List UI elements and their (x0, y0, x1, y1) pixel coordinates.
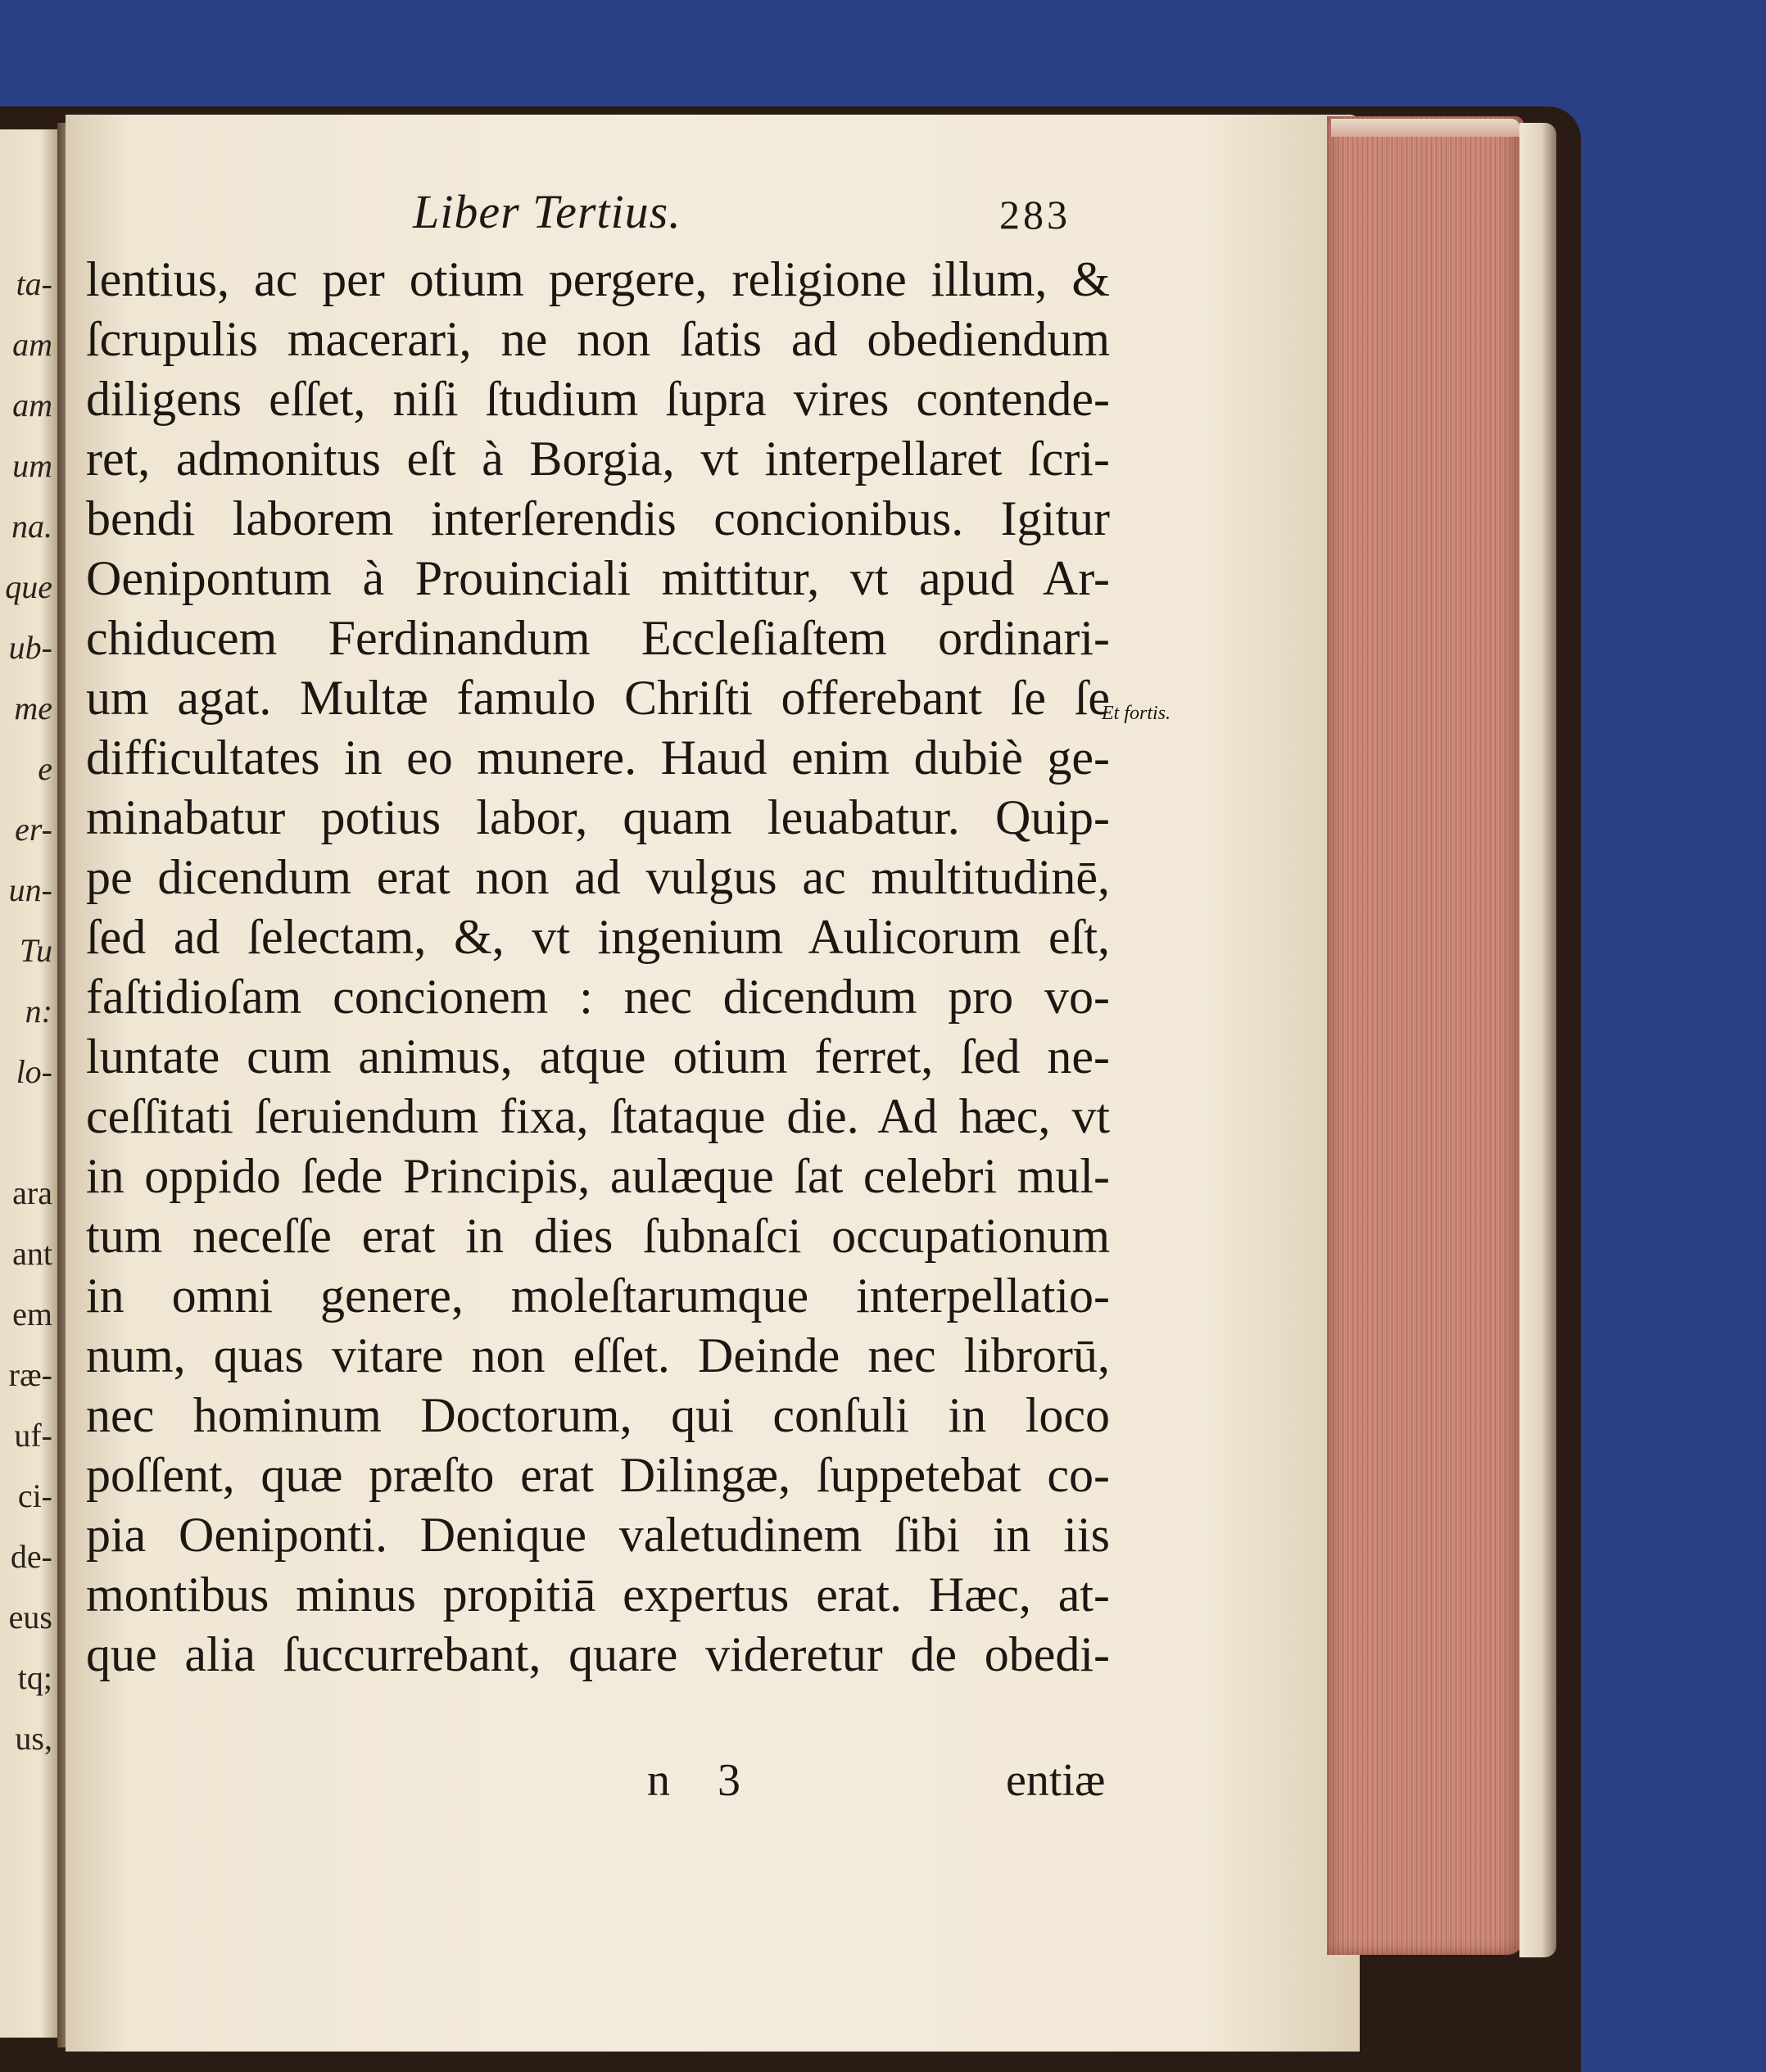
left-fragment: ta- (16, 265, 52, 302)
left-fragment: ant (12, 1235, 52, 1272)
text-line: chiducem Ferdinandum Eccleſiaſtem ordinari- (86, 611, 1110, 665)
text-line: difficultates in eo munere. Haud enim dubiè ge- (86, 731, 1110, 785)
left-fragment: um (12, 447, 52, 484)
left-fragment: de- (10, 1538, 52, 1575)
left-fragment (0, 1102, 57, 1163)
text-line: in omni genere, moleſtarumque interpellatio- (86, 1269, 1110, 1323)
text-line: luntate cum animus, atque otium ferret, ſed ne- (86, 1029, 1110, 1084)
left-fragment: am (12, 326, 52, 363)
text-line: ceſſitati ſeruiendum fixa, ſtataque die. Ad hæc, vt (86, 1089, 1110, 1143)
left-fragment: un- (8, 871, 52, 908)
text-line: ſed ad ſelectam, &, vt ingenium Aulicorum eſt, (86, 910, 1110, 964)
text-line: poſſent, quæ præſto erat Dilingæ, ſuppetebat co- (86, 1448, 1110, 1502)
cover-board-edge (1519, 123, 1556, 1957)
running-title: Liber Tertius. (413, 185, 681, 238)
left-fragment: ræ- (8, 1356, 52, 1393)
left-fragment: eus (8, 1599, 52, 1635)
text-line: minabatur potius labor, quam leuabatur. Quip- (86, 790, 1110, 844)
text-line: um agat. Multæ famulo Chriſti offerebant ſe ſe (86, 671, 1110, 725)
marginal-note: Et fortis. (1102, 703, 1171, 724)
left-fragment: na. (11, 508, 52, 545)
left-fragment: am (12, 387, 52, 423)
left-fragment: tq; (17, 1659, 52, 1696)
text-line: nec hominum Doctorum, qui conſuli in loco (86, 1388, 1110, 1442)
text-line: num, quas vitare non eſſet. Deinde nec librorū, (86, 1328, 1110, 1382)
signature-mark: n 3 (647, 1755, 758, 1806)
left-fragment: que (5, 568, 52, 605)
left-fragment: uf- (14, 1417, 52, 1454)
body-text (86, 250, 1110, 1685)
text-line: pia Oeniponti. Denique valetudinem ſibi in iis (86, 1508, 1110, 1562)
left-fragment: ci- (17, 1477, 52, 1514)
page-header (66, 184, 1130, 242)
page-number: 283 (999, 192, 1071, 238)
text-line: que alia ſuccurrebant, quare videretur de obedi- (86, 1627, 1110, 1681)
left-fragment: Tu (19, 932, 52, 969)
page-edges-red (1327, 116, 1524, 1955)
text-line: Oenipontum à Prouinciali mittitur, vt apud Ar- (86, 551, 1110, 605)
left-fragment: er- (15, 811, 52, 848)
left-fragment: n: (25, 993, 52, 1029)
text-line: montibus minus propitiā expertus erat. Hæc, at- (86, 1568, 1110, 1622)
left-fragment: em (12, 1296, 52, 1332)
left-fragment: us, (15, 1720, 52, 1757)
text-line: in oppido ſede Principis, aulæque ſat celebri mul- (86, 1149, 1110, 1203)
text-line: ret, admonitus eſt à Borgia, vt interpellaret ſcri- (86, 432, 1110, 486)
page-edges-top (1331, 119, 1519, 137)
text-line: ſcrupulis macerari, ne non ſatis ad obediendum (86, 312, 1110, 366)
text-line: bendi laborem interſerendis concionibus. Igitur (86, 491, 1110, 545)
left-page-margin-text (0, 254, 57, 1769)
left-fragment: ub- (8, 629, 52, 666)
text-line: faſtidioſam concionem : nec dicendum pro vo- (86, 970, 1110, 1024)
left-fragment: ara (12, 1174, 52, 1211)
left-fragment: e (38, 750, 52, 787)
text-line: pe dicendum erat non ad vulgus ac multitudinē, (86, 850, 1110, 904)
text-line: diligens eſſet, niſi ſtudium ſupra vires contende- (86, 372, 1110, 426)
left-fragment: lo- (16, 1053, 52, 1090)
text-line: lentius, ac per otium pergere, religione illum, & (86, 252, 1110, 306)
left-fragment: me (14, 690, 52, 726)
catchword: entiæ (1006, 1755, 1106, 1806)
text-line: tum neceſſe erat in dies ſubnaſci occupationum (86, 1209, 1110, 1263)
